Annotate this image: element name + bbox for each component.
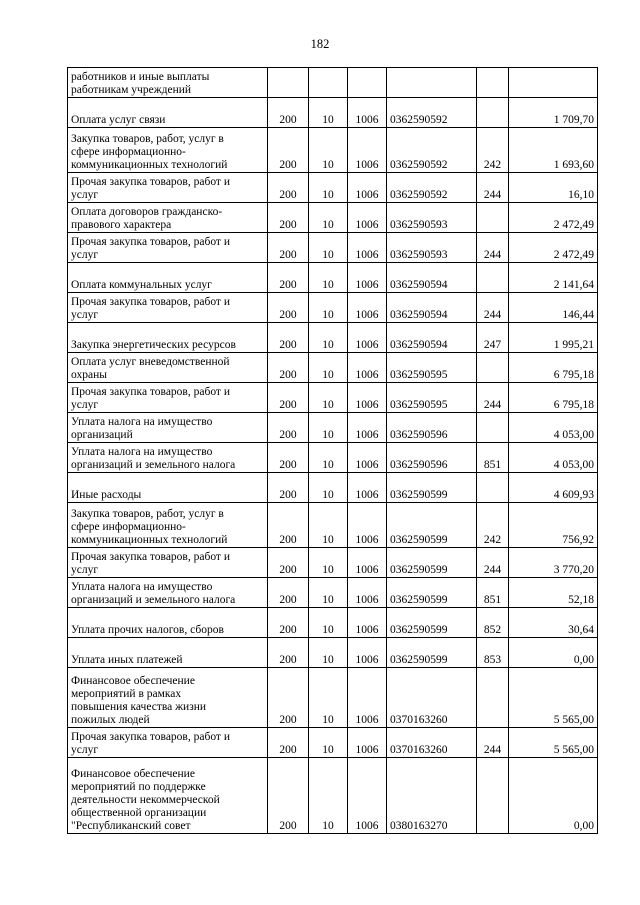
rz-cell [268,68,309,98]
rz-cell: 200 [268,353,309,383]
row-name-cell [68,263,268,293]
csr-cell: 0362590599 [387,608,477,638]
row-name-cell [68,473,268,503]
vr-cell [477,203,509,233]
rz-cell: 200 [268,668,309,728]
row-name-text: Уплата налога на имущество организаций [71,416,213,441]
vr-cell: 853 [477,638,509,668]
row-name-text: Закупка энергетических ресурсов [71,339,236,351]
vr-cell [477,758,509,834]
kosgu-cell: 1006 [348,473,387,503]
kosgu-cell: 1006 [348,128,387,173]
rz-cell: 200 [268,578,309,608]
vr-cell: 244 [477,233,509,263]
vr-cell [477,668,509,728]
vr-cell [477,413,509,443]
table-row [68,203,598,233]
csr-cell: 0362590592 [387,128,477,173]
csr-cell: 0362590594 [387,323,477,353]
kosgu-cell: 1006 [348,383,387,413]
csr-cell: 0362590596 [387,413,477,443]
csr-cell: 0362590595 [387,383,477,413]
csr-cell: 0362590596 [387,443,477,473]
vr-cell [477,353,509,383]
row-name-text: работников и иные выплаты работникам учреждений [71,71,210,96]
row-name-text: Оплата услуг связи [71,114,166,126]
sum-cell: 2 141,64 [509,263,598,293]
sum-cell [509,68,598,98]
pr-cell: 10 [309,503,348,548]
pr-cell: 10 [309,173,348,203]
pr-cell [309,68,348,98]
budget-table-body [68,68,598,834]
kosgu-cell: 1006 [348,233,387,263]
table-row [68,503,598,548]
table-row [68,668,598,728]
rz-cell: 200 [268,728,309,758]
sum-cell: 0,00 [509,758,598,834]
vr-cell: 242 [477,128,509,173]
sum-cell: 4 053,00 [509,413,598,443]
pr-cell: 10 [309,128,348,173]
table-row [68,758,598,834]
vr-cell [477,98,509,128]
row-name-text: Прочая закупка товаров, работ и услуг [71,236,230,261]
csr-cell: 0362590599 [387,473,477,503]
row-name-cell [68,758,268,834]
table-row [68,578,598,608]
sum-cell: 756,92 [509,503,598,548]
row-name-cell [68,68,268,98]
csr-cell: 0362590599 [387,578,477,608]
pr-cell: 10 [309,383,348,413]
table-row [68,323,598,353]
pr-cell: 10 [309,473,348,503]
sum-cell: 6 795,18 [509,383,598,413]
table-row [68,128,598,173]
kosgu-cell: 1006 [348,173,387,203]
row-name-cell [68,668,268,728]
page-number: 182 [310,37,330,51]
kosgu-cell: 1006 [348,578,387,608]
sum-cell: 2 472,49 [509,203,598,233]
sum-cell: 4 053,00 [509,443,598,473]
row-name-cell [68,413,268,443]
row-name-text: Оплата договоров гражданско- правового характера [71,206,223,231]
row-name-cell [68,383,268,413]
csr-cell: 0362590594 [387,293,477,323]
csr-cell: 0362590592 [387,98,477,128]
vr-cell: 851 [477,578,509,608]
budget-table [67,67,598,834]
csr-cell: 0362590594 [387,263,477,293]
row-name-text: Прочая закупка товаров, работ и услуг [71,176,230,201]
rz-cell: 200 [268,173,309,203]
kosgu-cell [348,68,387,98]
rz-cell: 200 [268,128,309,173]
vr-cell: 242 [477,503,509,548]
pr-cell: 10 [309,203,348,233]
kosgu-cell: 1006 [348,203,387,233]
sum-cell: 2 472,49 [509,233,598,263]
pr-cell: 10 [309,293,348,323]
sum-cell: 1 709,70 [509,98,598,128]
rz-cell: 200 [268,233,309,263]
table-row [68,263,598,293]
pr-cell: 10 [309,578,348,608]
kosgu-cell: 1006 [348,263,387,293]
table-row [68,728,598,758]
csr-cell: 0362590595 [387,353,477,383]
vr-cell [477,473,509,503]
sum-cell: 6 795,18 [509,353,598,383]
pr-cell: 10 [309,413,348,443]
rz-cell: 200 [268,443,309,473]
pr-cell: 10 [309,443,348,473]
row-name-cell [68,323,268,353]
csr-cell: 0370163260 [387,668,477,728]
table-row [68,443,598,473]
table-row [68,68,598,98]
sum-cell: 16,10 [509,173,598,203]
kosgu-cell: 1006 [348,668,387,728]
rz-cell: 200 [268,608,309,638]
kosgu-cell: 1006 [348,98,387,128]
row-name-cell [68,638,268,668]
row-name-text: Финансовое обеспечение мероприятий в рамках повышения качества жизни пожилых людей [71,675,207,726]
vr-cell: 244 [477,383,509,413]
kosgu-cell: 1006 [348,323,387,353]
row-name-text: Оплата услуг вневедомственной охраны [71,356,230,381]
row-name-text: Прочая закупка товаров, работ и услуг [71,731,230,756]
table-row [68,608,598,638]
vr-cell [477,263,509,293]
table-row [68,353,598,383]
csr-cell: 0380163270 [387,758,477,834]
csr-cell: 0370163260 [387,728,477,758]
row-name-text: Уплата прочих налогов, сборов [71,624,224,636]
vr-cell [477,68,509,98]
pr-cell: 10 [309,263,348,293]
row-name-text: Прочая закупка товаров, работ и услуг [71,296,230,321]
rz-cell: 200 [268,98,309,128]
pr-cell: 10 [309,353,348,383]
table-row [68,638,598,668]
vr-cell: 851 [477,443,509,473]
row-name-text: Прочая закупка товаров, работ и услуг [71,551,230,576]
sum-cell: 52,18 [509,578,598,608]
row-name-cell [68,443,268,473]
sum-cell: 146,44 [509,293,598,323]
table-row [68,548,598,578]
rz-cell: 200 [268,203,309,233]
pr-cell: 10 [309,608,348,638]
pr-cell: 10 [309,233,348,263]
row-name-cell [68,98,268,128]
pr-cell: 10 [309,668,348,728]
kosgu-cell: 1006 [348,413,387,443]
kosgu-cell: 1006 [348,758,387,834]
csr-cell: 0362590593 [387,233,477,263]
vr-cell: 244 [477,293,509,323]
row-name-text: Уплата налога на имущество организаций и земельного налога [71,581,236,606]
kosgu-cell: 1006 [348,728,387,758]
kosgu-cell: 1006 [348,608,387,638]
row-name-cell [68,578,268,608]
vr-cell: 244 [477,548,509,578]
rz-cell: 200 [268,473,309,503]
vr-cell: 852 [477,608,509,638]
row-name-cell [68,128,268,173]
table-row [68,293,598,323]
row-name-text: Иные расходы [71,489,142,501]
pr-cell: 10 [309,638,348,668]
row-name-cell [68,608,268,638]
csr-cell: 0362590599 [387,638,477,668]
table-row [68,98,598,128]
pr-cell: 10 [309,548,348,578]
rz-cell: 200 [268,383,309,413]
rz-cell: 200 [268,413,309,443]
pr-cell: 10 [309,98,348,128]
kosgu-cell: 1006 [348,443,387,473]
sum-cell: 3 770,20 [509,548,598,578]
kosgu-cell: 1006 [348,353,387,383]
pr-cell: 10 [309,323,348,353]
kosgu-cell: 1006 [348,503,387,548]
sum-cell: 5 565,00 [509,728,598,758]
rz-cell: 200 [268,638,309,668]
kosgu-cell: 1006 [348,293,387,323]
row-name-cell [68,203,268,233]
pr-cell: 10 [309,758,348,834]
row-name-cell [68,503,268,548]
sum-cell: 1 693,60 [509,128,598,173]
row-name-text: Закупка товаров, работ, услуг в сфере информационно- коммуникационных технологий [71,508,228,546]
rz-cell: 200 [268,263,309,293]
rz-cell: 200 [268,503,309,548]
row-name-text: Уплата налога на имущество организаций и земельного налога [71,446,236,471]
row-name-text: Финансовое обеспечение мероприятий по поддержке деятельности некоммерческой общественной организации "Республиканский совет [71,768,220,832]
sum-cell: 1 995,21 [509,323,598,353]
sum-cell: 4 609,93 [509,473,598,503]
row-name-text: Прочая закупка товаров, работ и услуг [71,386,230,411]
row-name-cell [68,353,268,383]
csr-cell: 0362590599 [387,503,477,548]
kosgu-cell: 1006 [348,548,387,578]
rz-cell: 200 [268,293,309,323]
kosgu-cell: 1006 [348,638,387,668]
sum-cell: 30,64 [509,608,598,638]
sum-cell: 0,00 [509,638,598,668]
row-name-text: Закупка товаров, работ, услуг в сфере информационно- коммуникационных технологий [71,133,228,171]
row-name-text: Оплата коммунальных услуг [71,279,212,291]
row-name-text: Уплата иных платежей [71,654,183,666]
vr-cell: 244 [477,173,509,203]
rz-cell: 200 [268,323,309,353]
row-name-cell [68,233,268,263]
csr-cell: 0362590592 [387,173,477,203]
vr-cell: 247 [477,323,509,353]
table-row [68,233,598,263]
rz-cell: 200 [268,548,309,578]
csr-cell: 0362590599 [387,548,477,578]
vr-cell: 244 [477,728,509,758]
row-name-cell [68,173,268,203]
row-name-cell [68,293,268,323]
pr-cell: 10 [309,728,348,758]
rz-cell: 200 [268,758,309,834]
row-name-cell [68,728,268,758]
sum-cell: 5 565,00 [509,668,598,728]
table-row [68,173,598,203]
table-row [68,383,598,413]
csr-cell [387,68,477,98]
row-name-cell [68,548,268,578]
table-row [68,413,598,443]
csr-cell: 0362590593 [387,203,477,233]
table-row [68,473,598,503]
